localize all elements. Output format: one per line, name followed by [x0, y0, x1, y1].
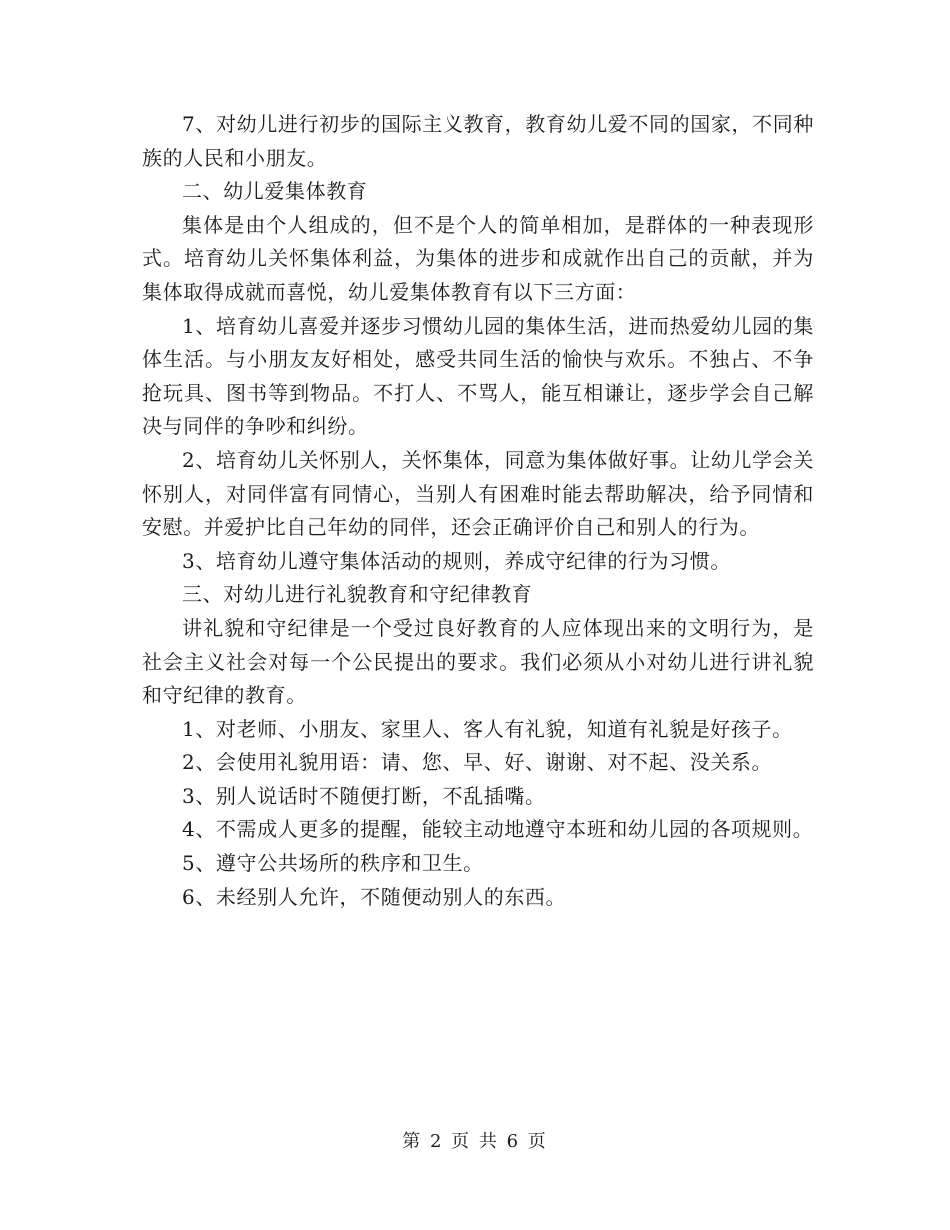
paragraph-collective-intro: 集体是由个人组成的，但不是个人的简单相加，是群体的一种表现形式。培育幼儿关怀集体利益，为集体的进步和成就作出自己的贡献，并为集体取得成就而喜悦，幼儿爱集体教育有以下三方面：	[142, 212, 814, 304]
paragraph-manners-intro: 讲礼貌和守纪律是一个受过良好教育的人应体现出来的文明行为，是社会主义社会对每一个公民提出的要求。我们必须从小对幼儿进行讲礼貌和守纪律的教育。	[142, 615, 814, 708]
paragraph-manners-item-4: 4、不需成人更多的提醒，能较主动地遵守本班和幼儿园的各项规则。	[182, 817, 814, 842]
paragraph-manners-item-6: 6、未经别人允许，不随便动别人的东西。	[182, 884, 567, 909]
paragraph-manners-item-1: 1、对老师、小朋友、家里人、客人有礼貌，知道有礼貌是好孩子。	[182, 716, 793, 741]
paragraph-collective-item-3: 3、培育幼儿遵守集体活动的规则，养成守纪律的行为习惯。	[182, 548, 731, 573]
paragraph-collective-item-1: 1、培育幼儿喜爱并逐步习惯幼儿园的集体生活，进而热爱幼儿园的集体生活。与小朋友友好相处，感受共同生活的愉快与欢乐。不独占、不争抢玩具、图书等到物品。不打人、不骂人，能互相谦让，逐步学会自己解决与同伴的争吵和纠纷。	[142, 313, 814, 439]
paragraph-item-7-internationalism: 7、对幼儿进行初步的国际主义教育，教育幼儿爱不同的国家，不同种族的人民和小朋友。	[142, 112, 814, 170]
section-heading-3: 三、对幼儿进行礼貌教育和守纪律教育	[182, 582, 533, 607]
paragraph-manners-item-3: 3、别人说话时不随便打断，不乱插嘴。	[182, 783, 546, 808]
paragraph-manners-item-2: 2、会使用礼貌用语：请、您、早、好、谢谢、对不起、没关系。	[182, 750, 773, 775]
paragraph-manners-item-5: 5、遵守公共场所的秩序和卫生。	[182, 851, 484, 876]
document-body	[142, 108, 814, 914]
paragraph-collective-item-2: 2、培育幼儿关怀别人，关怀集体，同意为集体做好事。让幼儿学会关怀别人，对同伴富有同情心，当别人有困难时能去帮助解决，给予同情和安慰。并爱护比自己年幼的同伴，还会正确评价自己和别人的行为。	[142, 447, 814, 540]
section-heading-2: 二、幼儿爱集体教育	[182, 179, 368, 204]
page-number-footer: 第 2 页 共 6 页	[402, 1131, 548, 1152]
